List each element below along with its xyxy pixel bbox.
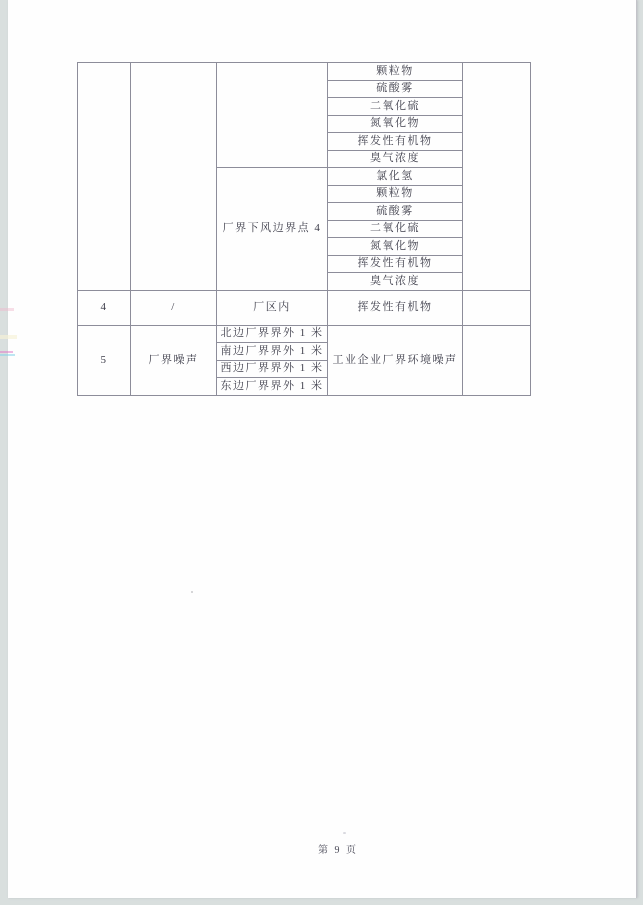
cell-monitoring-type: 厂界噪声: [131, 325, 217, 395]
cell-remark-empty: [463, 325, 531, 395]
cell-monitoring-item: 挥发性有机物: [328, 290, 463, 325]
cell-monitoring-location: 南边厂界界外 1 米: [217, 343, 328, 361]
scan-artifact: [0, 351, 13, 353]
monitoring-items-table: [77, 62, 531, 396]
cell-pollutant: 挥发性有机物: [328, 255, 463, 273]
cell-pollutant: 氯化氢: [328, 168, 463, 186]
cell-serial-number: 4: [78, 290, 131, 325]
cell-monitoring-location: 东边厂界界外 1 米: [217, 378, 328, 396]
cell-pollutant: 颗粒物: [328, 63, 463, 81]
cell-pollutant: 氮氧化物: [328, 238, 463, 256]
cell-monitoring-location: 北边厂界界外 1 米: [217, 325, 328, 343]
cell-pollutant: 硫酸雾: [328, 80, 463, 98]
cell-pollutant: 二氧化硫: [328, 220, 463, 238]
cell-monitoring-location: 厂区内: [217, 290, 328, 325]
cell-remark-empty: [463, 290, 531, 325]
table-row: [78, 63, 531, 81]
cell-monitoring-type-empty: [131, 63, 217, 291]
paper-sheet: [8, 0, 637, 898]
cell-remark-empty: [463, 63, 531, 291]
cell-pollutant: 臭气浓度: [328, 150, 463, 168]
cell-monitoring-type: /: [131, 290, 217, 325]
scan-artifact: [0, 335, 17, 339]
table-row: [78, 290, 531, 325]
cell-pollutant: 颗粒物: [328, 185, 463, 203]
scan-artifact: [0, 354, 15, 356]
cell-pollutant: 挥发性有机物: [328, 133, 463, 151]
cell-serial-number: 5: [78, 325, 131, 395]
page-number-footer: 第 9 页: [318, 845, 358, 856]
cell-pollutant: 氮氧化物: [328, 115, 463, 133]
cell-monitoring-item: 工业企业厂界环境噪声: [328, 325, 463, 395]
cell-monitoring-location-empty: [217, 63, 328, 168]
cell-monitoring-location: 西边厂界界外 1 米: [217, 360, 328, 378]
cell-serial-number-empty: [78, 63, 131, 291]
cell-pollutant: 臭气浓度: [328, 273, 463, 291]
cell-pollutant: 硫酸雾: [328, 203, 463, 221]
scan-artifact: [0, 308, 14, 311]
cell-pollutant: 二氧化硫: [328, 98, 463, 116]
scan-speck: [191, 591, 193, 593]
scan-speck: [343, 832, 346, 834]
table-row: [78, 325, 531, 343]
cell-monitoring-location: 厂界下风边界点 4: [217, 168, 328, 291]
